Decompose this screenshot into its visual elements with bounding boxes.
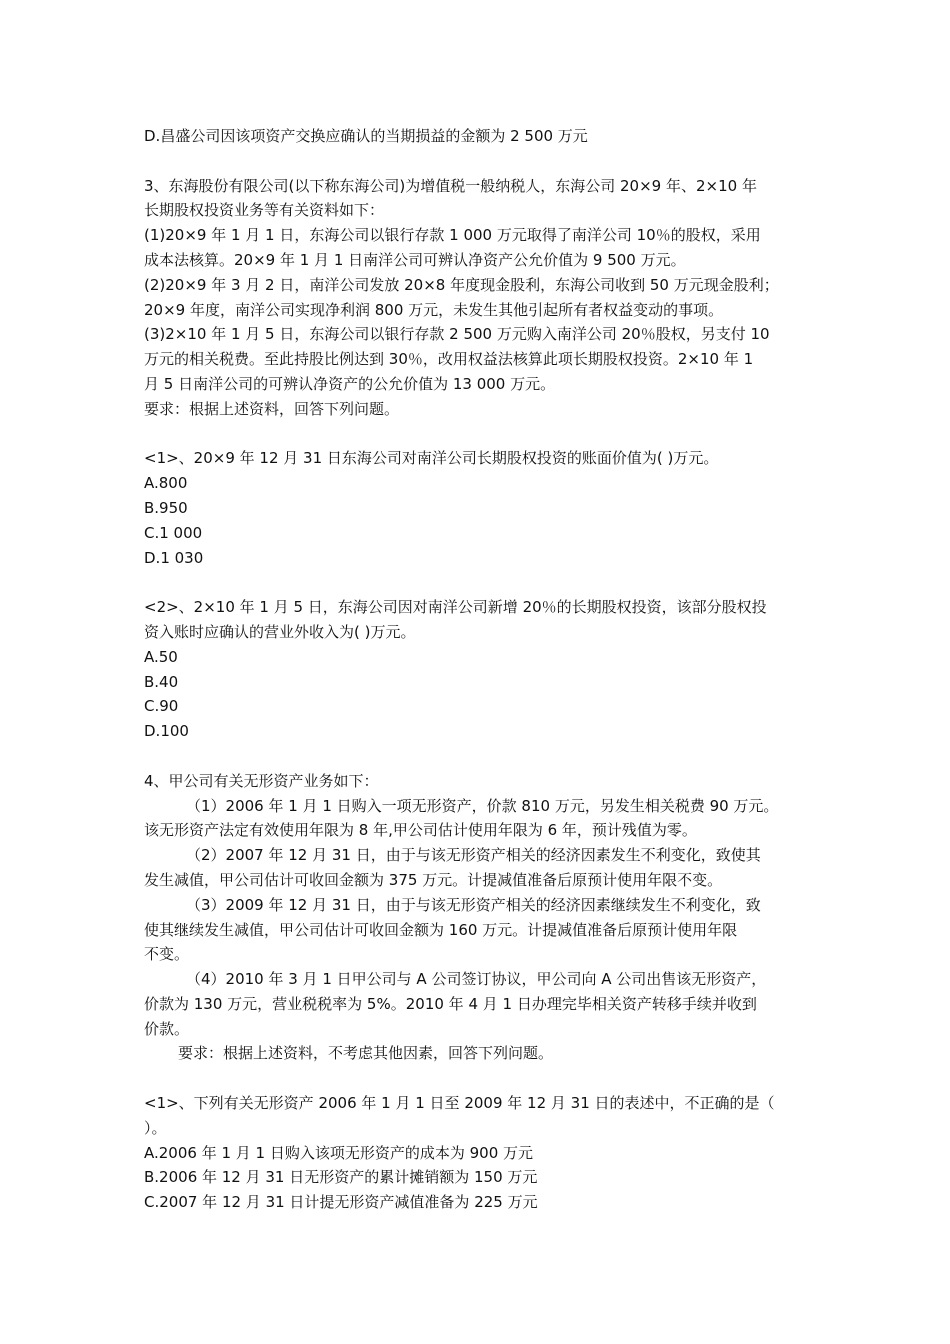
q3-line: (1)20×9 年 1 月 1 日，东海公司以银行存款 1 000 万元取得了南洋公司 10％的股权，采用 [144, 226, 761, 245]
q4-subquestion-1 [144, 1091, 814, 1215]
q3-sub1-option: D.1 030 [144, 548, 204, 567]
q4-item-3: 使其继续发生减值，甲公司估计可收回金额为 160 万元。计提减值准备后原预计使用年限 [144, 920, 738, 939]
q3-sub2-option: B.40 [144, 672, 179, 691]
document-body [144, 124, 814, 1215]
q4-sub1-option: A.2006 年 1 月 1 日购入该项无形资产的成本为 900 万元 [144, 1143, 534, 1162]
q4-title: 4、甲公司有关无形资产业务如下： [144, 771, 379, 790]
q4-item-4: 价款为 130 万元，营业税税率为 5%。2010 年 4 月 1 日办理完毕相关资产转移手续并收到 [144, 994, 757, 1013]
q3-line: (2)20×9 年 3 月 2 日，南洋公司发放 20×8 年度现金股利，东海公司收到 50 万元现金股利； [144, 275, 779, 294]
question-3 [144, 174, 814, 422]
q4-item-3: （3）2009 年 12 月 31 日，由于与该无形资产相关的经济因素继续发生不利变化，致 [186, 895, 761, 914]
q3-sub2-option: A.50 [144, 647, 178, 666]
q3-sub2-stem: 资入账时应确认的营业外收入为( )万元。 [144, 622, 416, 641]
q3-line: 20×9 年度，南洋公司实现净利润 800 万元，未发生其他引起所有者权益变动的事项。 [144, 300, 724, 319]
q4-sub1-stem: ）。 [144, 1118, 167, 1137]
q3-sub1-option: C.1 000 [144, 523, 203, 542]
q3-line: 长期股权投资业务等有关资料如下： [144, 201, 385, 220]
q4-requirement: 要求：根据上述资料，不考虑其他因素，回答下列问题。 [178, 1044, 554, 1063]
q2-option-d: D.昌盛公司因该项资产交换应确认的当期损益的金额为 2 500 万元 [144, 127, 588, 145]
q3-requirement: 要求：根据上述资料，回答下列问题。 [144, 399, 400, 418]
q4-sub1-option: C.2007 年 12 月 31 日计提无形资产减值准备为 225 万元 [144, 1193, 538, 1212]
q3-sub1-option: A.800 [144, 474, 188, 493]
q4-item-1: （1）2006 年 1 月 1 日购入一项无形资产，价款 810 万元，另发生相关税费 90 万元。 [186, 796, 779, 815]
q3-subquestion-2 [144, 595, 814, 744]
q4-item-4: 价款。 [144, 1019, 190, 1038]
question-4 [144, 769, 814, 1067]
q3-line: 3、东海股份有限公司(以下称东海公司)为增值税一般纳税人，东海公司 20×9 年、2×10 年 [144, 176, 757, 195]
q3-sub2-stem: <2>、2×10 年 1 月 5 日，东海公司因对南洋公司新增 20％的长期股权投资，该部分股权投 [144, 598, 767, 617]
q3-line: (3)2×10 年 1 月 5 日，东海公司以银行存款 2 500 万元购入南洋公司 20％股权，另支付 10 [144, 325, 770, 344]
q3-sub1-option: B.950 [144, 498, 188, 517]
q3-sub1-stem: <1>、20×9 年 12 月 31 日东海公司对南洋公司长期股权投资的账面价值为( )万元。 [144, 449, 719, 468]
q3-line: 万元的相关税费。至此持股比例达到 30％，改用权益法核算此项长期股权投资。2×10 年 1 [144, 350, 754, 369]
q3-line: 月 5 日南洋公司的可辨认净资产的公允价值为 13 000 万元。 [144, 374, 556, 393]
q3-sub2-option: C.90 [144, 697, 179, 716]
q4-item-2: 发生减值，甲公司估计可收回金额为 375 万元。计提减值准备后原预计使用年限不变。 [144, 870, 723, 889]
q3-line: 成本法核算。20×9 年 1 月 1 日南洋公司可辨认净资产公允价值为 9 500 万元。 [144, 250, 686, 269]
q4-item-1: 该无形资产法定有效使用年限为 8 年,甲公司估计使用年限为 6 年，预计残值为零。 [144, 821, 697, 840]
q4-item-4: （4）2010 年 3 月 1 日甲公司与 A 公司签订协议，甲公司向 A 公司出售该无形资产， [186, 970, 767, 989]
q4-item-2: （2）2007 年 12 月 31 日，由于与该无形资产相关的经济因素发生不利变化，致使其 [186, 846, 761, 865]
q4-item-3: 不变。 [144, 945, 190, 964]
q4-sub1-stem: <1>、下列有关无形资产 2006 年 1 月 1 日至 2009 年 12 月 31 日的表述中，不正确的是（ [144, 1094, 775, 1113]
q3-sub2-option: D.100 [144, 722, 189, 741]
q3-subquestion-1 [144, 446, 814, 570]
q4-sub1-option: B.2006 年 12 月 31 日无形资产的累计摊销额为 150 万元 [144, 1168, 538, 1187]
